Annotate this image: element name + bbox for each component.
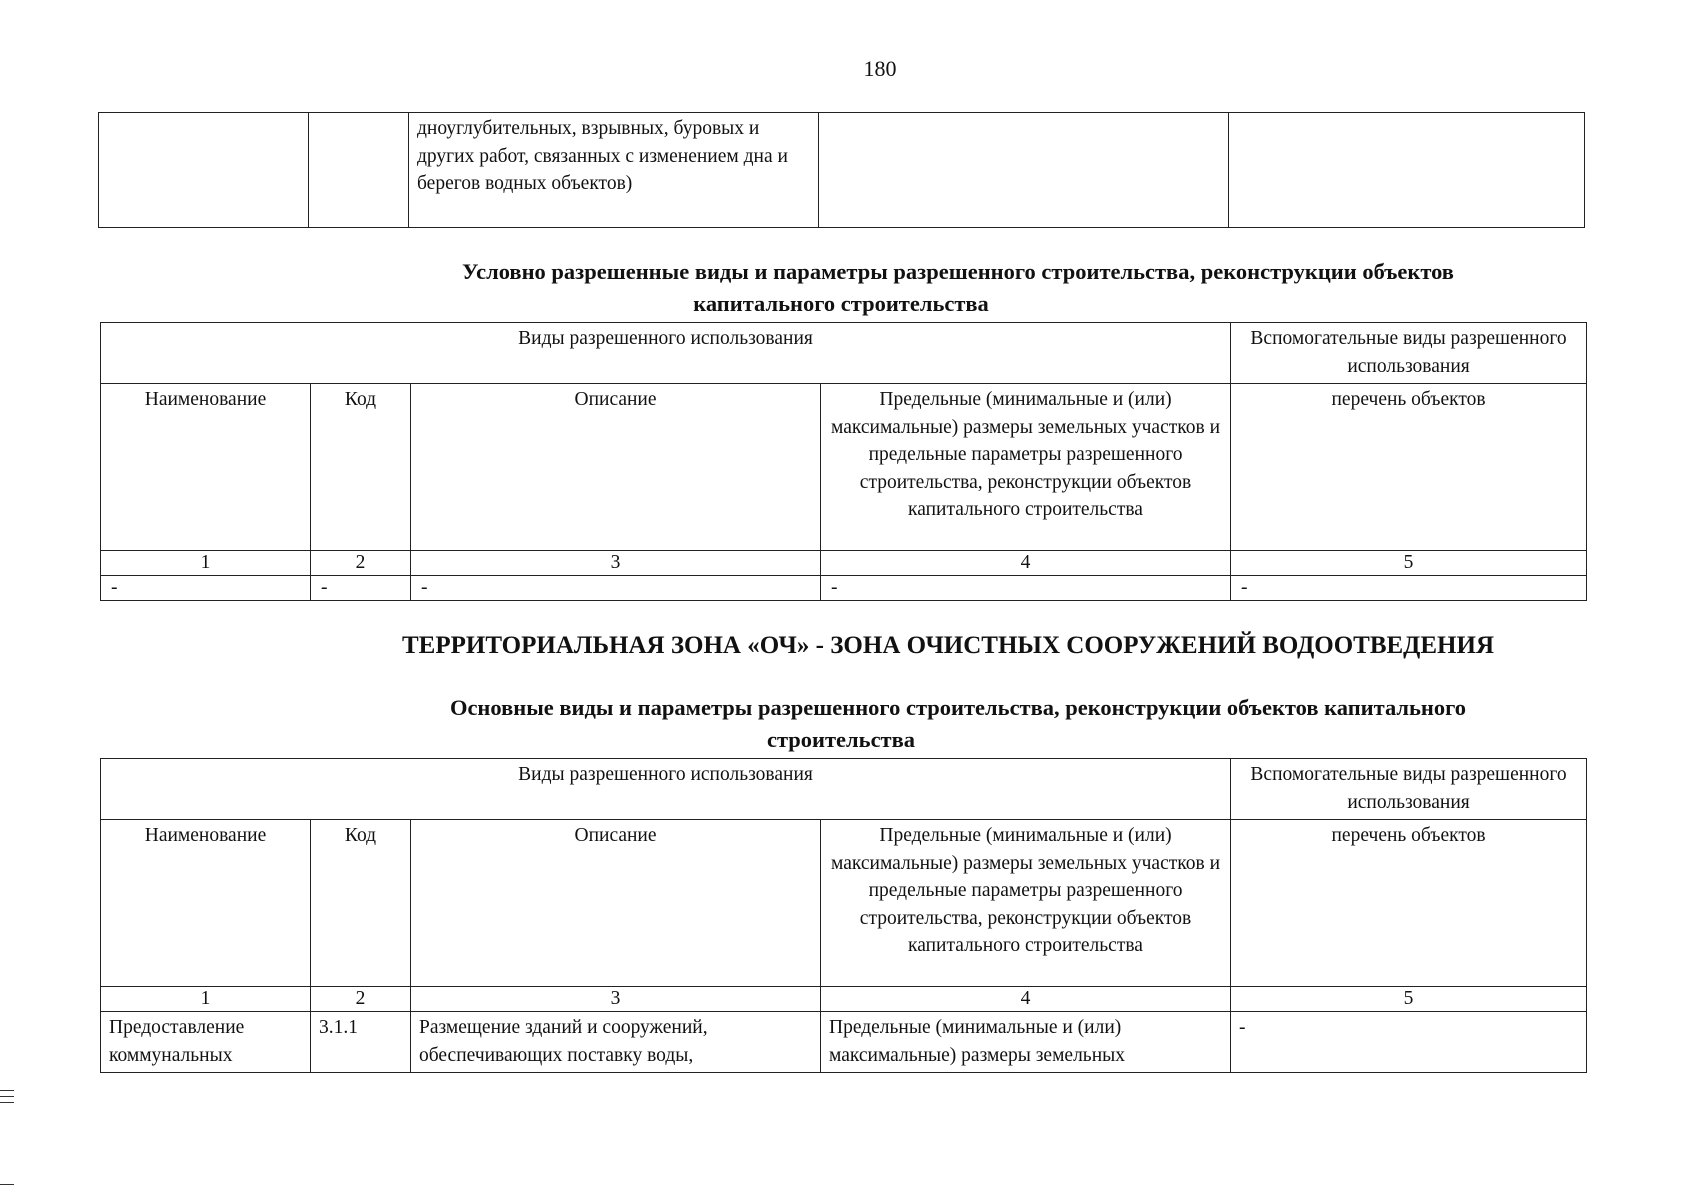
cell-description: дноуглубительных, взрывных, буровых и других работ, связанных с изменением дна и берегов водных объектов) <box>409 113 819 228</box>
cell-description: - <box>411 576 821 601</box>
conditional-uses-table <box>100 322 1587 601</box>
cell-description: Размещение зданий и сооружений, обеспечивающих поставку воды, <box>411 1012 821 1073</box>
scan-margin-mark <box>0 1102 14 1103</box>
section-heading-line1: Основные виды и параметры разрешенного строительства, реконструкции объектов капитального <box>449 695 1467 720</box>
table-row <box>99 113 1585 228</box>
zone-title: ТЕРРИТОРИАЛЬНАЯ ЗОНА «ОЧ» - ЗОНА ОЧИСТНЫХ СООРУЖЕНИЙ ВОДООТВЕДЕНИЯ <box>401 632 1495 659</box>
cell-auxiliary <box>1229 113 1585 228</box>
main-uses-table <box>100 758 1587 1073</box>
table-row <box>101 1012 1587 1073</box>
column-header-code: Код <box>311 820 411 987</box>
column-number: 2 <box>311 987 411 1012</box>
column-number: 4 <box>821 551 1231 576</box>
scan-margin-mark <box>0 1090 14 1091</box>
column-number: 2 <box>311 551 411 576</box>
cell-name <box>99 113 309 228</box>
column-header-limits: Предельные (минимальные и (или) максимальные) размеры земельных участков и предельные параметры разрешенного строительства, реконструкции объектов капитального строительства <box>821 820 1231 987</box>
table-group-header-row <box>101 323 1587 384</box>
group-header: Виды разрешенного использования <box>101 323 1231 384</box>
section-heading-line2: строительства <box>766 727 916 752</box>
table-row <box>101 576 1587 601</box>
scan-margin-mark <box>0 1096 14 1097</box>
cell-limits: Предельные (минимальные и (или) максимальные) размеры земельных <box>821 1012 1231 1073</box>
cell-limits <box>819 113 1229 228</box>
group-header: Виды разрешенного использования <box>101 759 1231 820</box>
table-group-header-row <box>101 759 1587 820</box>
column-number: 3 <box>411 551 821 576</box>
cell-limits: - <box>821 576 1231 601</box>
column-number: 4 <box>821 987 1231 1012</box>
column-number: 5 <box>1231 987 1587 1012</box>
cell-code: - <box>311 576 411 601</box>
column-header-objects: перечень объектов <box>1231 384 1587 551</box>
section-heading-continued <box>98 288 1584 320</box>
cell-code <box>309 113 409 228</box>
cell-auxiliary: - <box>1231 1012 1587 1073</box>
cell-auxiliary: - <box>1231 576 1587 601</box>
column-header-description: Описание <box>411 384 821 551</box>
column-number: 1 <box>101 987 311 1012</box>
section-heading <box>98 692 1697 724</box>
cell-code: 3.1.1 <box>311 1012 411 1073</box>
column-number: 1 <box>101 551 311 576</box>
column-header-name: Наименование <box>101 820 311 987</box>
cell-name: - <box>101 576 311 601</box>
scan-margin-mark <box>0 1184 14 1185</box>
column-header-limits: Предельные (минимальные и (или) максимальные) размеры земельных участков и предельные параметры разрешенного строительства, реконструкции объектов капитального строительства <box>821 384 1231 551</box>
section-heading-line1: Условно разрешенные виды и параметры разрешенного строительства, реконструкции объектов <box>462 259 1454 284</box>
page-number: 180 <box>863 56 897 81</box>
column-number: 3 <box>411 987 821 1012</box>
section-heading-continued <box>98 724 1584 756</box>
table-header-row <box>101 820 1587 987</box>
section-heading <box>98 256 1697 288</box>
column-header-name: Наименование <box>101 384 311 551</box>
column-header-objects: перечень объектов <box>1231 820 1587 987</box>
aux-header: Вспомогательные виды разрешенного использования <box>1231 759 1587 820</box>
column-number-row <box>101 551 1587 576</box>
column-number: 5 <box>1231 551 1587 576</box>
continuation-table <box>98 112 1585 228</box>
column-header-code: Код <box>311 384 411 551</box>
section-heading-line2: капитального строительства <box>693 291 989 316</box>
table-header-row <box>101 384 1587 551</box>
cell-name: Предоставление коммунальных <box>101 1012 311 1073</box>
column-header-description: Описание <box>411 820 821 987</box>
column-number-row <box>101 987 1587 1012</box>
aux-header: Вспомогательные виды разрешенного использования <box>1231 323 1587 384</box>
